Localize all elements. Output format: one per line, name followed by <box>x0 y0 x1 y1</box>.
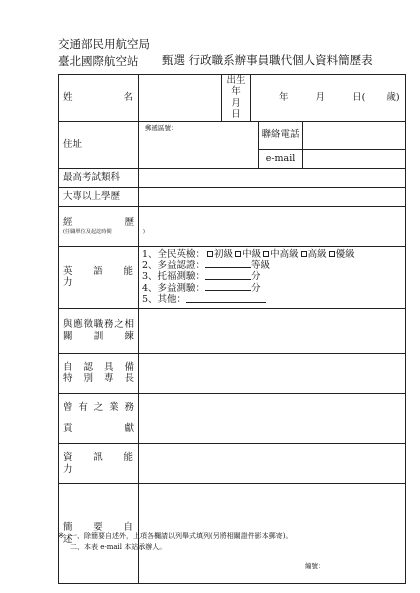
toefl-suffix: 分 <box>251 271 261 283</box>
contribution-label-cell <box>59 393 139 444</box>
name-label: 姓 名 <box>59 75 139 122</box>
gept-opt-basic: 初級 <box>214 248 234 260</box>
birth-age-unit: 歲) <box>386 92 400 104</box>
skills-field[interactable] <box>139 353 406 393</box>
toeic-cert-blank[interactable] <box>205 262 251 268</box>
toeic-test-blank[interactable] <box>205 285 251 291</box>
training-label-line2: 關 訓 練 <box>63 330 134 342</box>
experience-row <box>59 206 406 246</box>
name-field[interactable] <box>139 75 222 122</box>
skills-label-cell <box>59 353 139 393</box>
birth-date-field[interactable] <box>251 75 406 122</box>
address-row <box>59 121 406 149</box>
toefl-blank[interactable] <box>205 274 251 280</box>
contribution-label-line2: 貢 獻 <box>63 423 134 435</box>
gept-opt-superior: 優級 <box>335 248 355 260</box>
birth-label <box>222 75 251 122</box>
notes-section <box>58 530 408 553</box>
experience-label: 經 歷 <box>63 216 134 228</box>
gept-label: 1、全民英檢： <box>142 248 206 260</box>
toeic-test-label: 4、多益測驗： <box>142 282 206 294</box>
form-header <box>58 36 398 70</box>
birth-day-unit: 日( <box>352 92 366 104</box>
contribution-label-line1: 曾有之業務 <box>63 401 134 413</box>
gept-checkbox-high-intermediate[interactable] <box>263 251 269 257</box>
note-mark: ※ <box>58 531 65 540</box>
toeic-test-suffix: 分 <box>251 282 261 294</box>
language-line-toeic-cert <box>142 260 402 271</box>
exam-label: 最高考試類科 <box>59 168 139 187</box>
language-line-other <box>142 294 402 305</box>
birth-label-line2: 月 日 <box>231 97 251 121</box>
resume-form-table <box>58 74 406 584</box>
note-line-2 <box>58 542 408 553</box>
gept-checkbox-basic[interactable] <box>207 251 213 257</box>
it-field[interactable] <box>139 444 406 484</box>
exam-row <box>59 168 406 187</box>
zip-label: 郵遞區號： <box>145 123 178 132</box>
email-field[interactable] <box>303 149 406 168</box>
birth-label-line1: 出生年 <box>226 75 246 98</box>
note-text-2: 二、本表 e-mail 本站承辦人。 <box>70 542 167 551</box>
gept-opt-advanced: 高級 <box>307 248 327 260</box>
gept-checkbox-superior[interactable] <box>329 251 335 257</box>
form-title: 甄選 行政職系辦事員職代個人資料簡歷表 <box>162 53 373 67</box>
gept-checkbox-advanced[interactable] <box>301 251 307 257</box>
other-blank[interactable] <box>186 297 266 303</box>
language-line-toeic-test <box>142 283 402 294</box>
experience-note: (任職單位及起訖時間 ) <box>63 228 145 235</box>
serial-number-label: 編號： <box>305 562 325 570</box>
birth-year-unit: 年 <box>279 92 289 104</box>
name-row <box>59 75 406 122</box>
gept-checkbox-intermediate[interactable] <box>235 251 241 257</box>
language-line-gept <box>142 249 402 260</box>
language-label: 英 語 能 力 <box>59 246 139 308</box>
training-field[interactable] <box>139 308 406 353</box>
phone-label: 聯絡電話 <box>259 121 303 149</box>
contribution-field[interactable] <box>139 393 406 444</box>
note-line-1 <box>58 530 408 542</box>
language-field[interactable] <box>139 246 406 308</box>
address-field[interactable] <box>139 121 259 168</box>
exam-field[interactable] <box>139 168 406 187</box>
it-label: 資 訊 能 力 <box>59 444 139 484</box>
education-label: 大專以上學歷 <box>59 187 139 206</box>
address-label: 住址 <box>59 121 139 168</box>
other-label: 5、其他： <box>142 294 187 306</box>
skills-row <box>59 353 406 393</box>
language-line-toefl <box>142 271 402 282</box>
gept-opt-intermediate: 中級 <box>242 248 262 260</box>
birth-month-unit: 月 <box>315 92 326 104</box>
language-row <box>59 246 406 308</box>
note-text-1: 一、除簡要自述外，上項各欄請以列舉式填列(另將相關證件影本郵寄)。 <box>70 532 293 540</box>
toeic-cert-label: 2、多益認證： <box>142 259 206 271</box>
skills-label-line1: 自 認 具 備 <box>63 361 134 373</box>
training-label-line1: 與應徵職務之相 <box>63 319 134 331</box>
phone-field[interactable] <box>303 121 406 149</box>
education-field[interactable] <box>139 187 406 206</box>
toefl-label: 3、托福測驗： <box>142 271 206 283</box>
gept-opt-high-intermediate: 中高級 <box>270 248 299 260</box>
it-row <box>59 444 406 484</box>
org-name-line2: 臺北國際航空站 <box>58 54 139 68</box>
training-label-cell <box>59 308 139 353</box>
contribution-row <box>59 393 406 444</box>
toeic-cert-suffix: 等級 <box>251 259 271 271</box>
experience-field[interactable] <box>139 206 406 246</box>
experience-label-cell <box>59 206 145 246</box>
skills-label-line2: 特 別 專 長 <box>63 373 134 385</box>
training-row <box>59 308 406 353</box>
education-row <box>59 187 406 206</box>
email-label: e-mail <box>259 149 303 168</box>
org-name-line1: 交通部民用航空局 <box>58 37 150 51</box>
bio-label: 簡 要 自 述 <box>59 484 139 584</box>
